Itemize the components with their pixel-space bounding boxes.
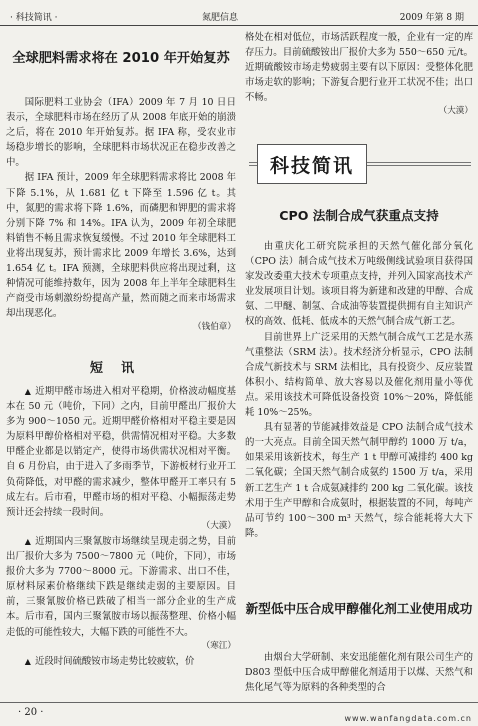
header-journal: 氮肥信息 [202,13,239,23]
article-title-cpo: CPO 法制合成气获重点支持 [279,208,439,223]
header-section: · 科技简讯 · [10,13,58,23]
source-credit: （大漠） [201,520,236,531]
paragraph: 国际肥料工业协会（IFA）2009 年 7 月 10 日日表示，全球肥料市场在经历了从 2008 年底开始的崩溃之后，将在 2010 年开始复苏。据 IFA 称，受农业市场稳步增长的影响，全球肥料市场状况正在稳步改善之中。 [6,97,236,169]
paragraph: 据 IFA 预计，2009 年全球肥料需求将比 2008 年下降 5.1%，从 1.681 亿 t 下降至 1.596 亿 t。其中，氮肥的需求将下降 1.6%，而磷肥和钾肥的需求将分别下降 7% 和 14%。IFA 认为，2009 年初全球肥料销售不畅且需求恢复缓慢。不过 2010 年全球肥料工业将出现复苏，预计需求比 2009 年增长 3.6%，达到 1.654 亿 t。IFA 预测，全球肥料供应将出现过剩，这种情况可能维持数年，因为 2008 年上半年全球肥料生产商受市场刺激纷纷提高产量，然而随之而来市场需求却出现恶化。 [6,172,236,320]
article-title-catalyst: 新型低中压合成甲醇催化剂工业使用成功 [245,601,473,616]
paragraph: 具有显著的节能减排效益是 CPO 法制合成气技术的一大亮点。目前全国天然气制甲醇约 1000 万 t/a，如果采用该新技术，每生产 1 t 甲醇可减排约 400 kg 二氧化碳；全国天然气制合成氨约 1500 万 t/a，采用新工艺生产 1 t 合成氨减排约 200 kg 二氧化碳。该技术用于生产甲醇和合成氨时，根据装置的不同，每吨产品可节约 100～300 m³ 天然气，综合能耗将大大下降。 [245,422,473,539]
header-rule [0,25,478,26]
news-item: ▲ 近段时间硫酸铵市场走势比较疲软，价 [6,654,236,669]
article-body-fertilizer [6,95,236,336]
footer-rule [0,702,478,703]
article-title-fertilizer: 全球肥料需求将在 2010 年开始复苏 [12,51,230,66]
source-credit: （大漠） [438,106,473,117]
source-credit: （钱伯章） [193,322,236,333]
news-item: ▲ 近期国内三聚氰胺市场继续呈现走弱之势，目前出厂报价大多为 7500～7800 元（吨价，下同），市场报价大多为 7700～8000 元。下游需求、出口不佳，原材料尿素价格继续下跌是继续走弱的主要原因。目前，三聚氰胺价格已跌破了相当一部分企业的生产成本。后市看，国内三聚氰胺市场以振荡整理、价格小幅走低的可能性较大，大幅下跌的可能性不大。 [6,534,236,640]
watermark: www.wanfangdata.com.cn [344,714,472,723]
article-body-catalyst [245,650,473,695]
news-item: ▲ 近期甲醛市场进入相对平稳期，价格波动幅度基本在 50 元（吨价，下同）之内，目前甲醛出厂报价大多为 900～1050 元。近期甲醛价格相对平稳主要是因为原料甲醇价格相对平稳，供需情况相对平稳。大多数甲醛企业都是以销定产，使得市场供需状况相对平衡。自 6 月份启，由于进入了多雨季节，下游板材行业开工负荷降低，对甲醛的需求减少，整体甲醛开工率只有 5 成左右。后市看，甲醛市场的相对平稳、小幅振荡走势预计还会持续一段时间。 [6,384,236,520]
header-issue: 2009 年第 8 期 [399,13,464,23]
source-credit: （寒江） [201,640,236,651]
section-banner [249,140,471,188]
paragraph: 格处在相对低位，市场活跃程度一般，企业有一定的库存压力。目前硫酸铵出厂报价大多为 550～650 元/t。近期硫酸铵市场走势疲弱主要有以下原因：受整体化肥市场走软的影响；下游复合肥行业开工状况不佳；出口不畅。 [245,32,473,104]
short-news-heading: 短讯 [89,361,152,376]
article-body-cpo [245,239,473,541]
paragraph: 由重庆化工研究院承担的天然气催化部分氧化（CPO 法）制合成气技术万吨级侧线试验项目获得国家发改委重大技术专项重点支持，并列入国家高技术产业发展项目计划。该项目将为新建和改建的甲醇、合成氨、二甲醚、制氢、合成油等装置提供拥有自主知识产权的高效、低耗、低成本的天然气制合成气新工艺。 [245,241,473,328]
continued-news [245,30,473,120]
short-news-list [6,384,236,669]
running-header [0,8,478,24]
banner-box [257,144,367,184]
page-number: · 20 · [18,707,44,718]
banner-text: 科技简讯 [269,154,354,177]
paragraph: 目前世界上广泛采用的天然气制合成气工艺是水蒸气重整法（SRM 法）。技术经济分析显示，CPO 法制合成气新技术与 SRM 法相比，具有投资少、反应装置体积小、结构简单、放大容易以及催化剂用量小等优点。采用该技术可降低设备投资 10%～20%，降低能耗 10%～25%。 [245,331,473,419]
paragraph: 由烟台大学研制、来安迅能催化剂有限公司生产的 D803 型低中压合成甲醇催化剂适用于以煤、天然气和焦化尾气等为原料的各种类型的合 [245,652,473,694]
